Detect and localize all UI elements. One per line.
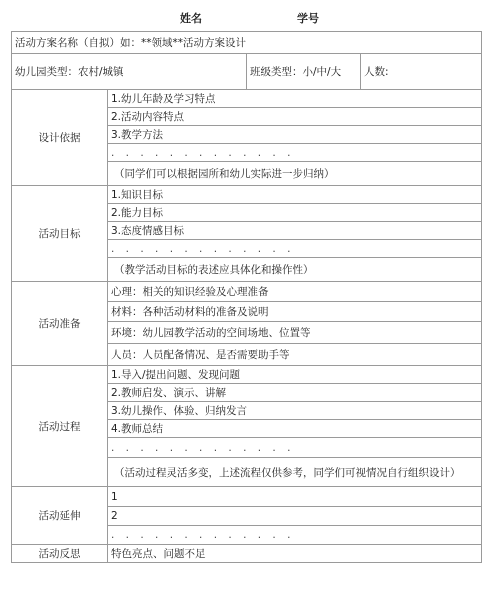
form-table (11, 31, 482, 563)
reflection-row (12, 545, 482, 563)
process-note: （活动过程灵活多变，上述流程仅供参考，同学们可视情况自行组织设计） (108, 458, 482, 487)
class-type-cell[interactable]: 班级类型：小/中/大 (247, 54, 361, 90)
preparation-item-psych[interactable]: 心理：相关的知识经验及心理准备 (108, 282, 482, 302)
goals-ellipsis[interactable]: . . . . . . . . . . . . . (108, 240, 482, 258)
kindergarten-type-cell[interactable]: 幼儿园类型：农村/城镇 (12, 54, 247, 90)
header (0, 10, 494, 26)
headcount-cell[interactable]: 人数: (361, 54, 482, 90)
goals-row (12, 186, 482, 204)
extension-ellipsis[interactable]: . . . . . . . . . . . . . (108, 526, 482, 545)
process-item-2[interactable]: 2.教师启发、演示、讲解 (108, 384, 482, 402)
process-item-1[interactable]: 1.导入/提出问题、发现问题 (108, 366, 482, 384)
process-row (12, 366, 482, 384)
process-item-3[interactable]: 3.幼儿操作、体验、归纳发言 (108, 402, 482, 420)
reflection-label: 活动反思 (12, 545, 108, 563)
extension-item-1[interactable]: 1 (108, 487, 482, 507)
design-basis-label: 设计依据 (12, 90, 108, 186)
extension-item-2[interactable]: 2 (108, 507, 482, 526)
process-item-4[interactable]: 4.教师总结 (108, 420, 482, 438)
extension-row (12, 487, 482, 507)
activity-plan-form (11, 31, 481, 563)
goals-item-3[interactable]: 3.态度情感目标 (108, 222, 482, 240)
goals-note: （教学活动目标的表述应具体化和操作性） (108, 258, 482, 282)
process-ellipsis[interactable]: . . . . . . . . . . . . . (108, 438, 482, 458)
design-basis-note: （同学们可以根据园所和幼儿实际进一步归纳） (108, 162, 482, 186)
process-label: 活动过程 (12, 366, 108, 487)
design-basis-item-1[interactable]: 1.幼儿年龄及学习特点 (108, 90, 482, 108)
preparation-item-materials[interactable]: 材料：各种活动材料的准备及说明 (108, 302, 482, 322)
reflection-cell[interactable]: 特色亮点、问题不足 (108, 545, 482, 563)
preparation-item-environment[interactable]: 环境：幼儿园教学活动的空间场地、位置等 (108, 322, 482, 344)
plan-name-cell[interactable]: 活动方案名称（自拟）如：**领域**活动方案设计 (12, 32, 482, 54)
design-basis-item-3[interactable]: 3.教学方法 (108, 126, 482, 144)
preparation-label: 活动准备 (12, 282, 108, 366)
design-basis-item-2[interactable]: 2.活动内容特点 (108, 108, 482, 126)
student-id-label: 学号 (297, 12, 319, 25)
design-basis-row (12, 90, 482, 108)
design-basis-ellipsis[interactable]: . . . . . . . . . . . . . (108, 144, 482, 162)
preparation-item-staff[interactable]: 人员：人员配备情况、是否需要助手等 (108, 344, 482, 366)
class-info-row (12, 54, 482, 90)
preparation-row (12, 282, 482, 302)
extension-label: 活动延伸 (12, 487, 108, 545)
name-label: 姓名 (180, 12, 202, 25)
goals-item-2[interactable]: 2.能力目标 (108, 204, 482, 222)
goals-label: 活动目标 (12, 186, 108, 282)
plan-name-row (12, 32, 482, 54)
goals-item-1[interactable]: 1.知识目标 (108, 186, 482, 204)
